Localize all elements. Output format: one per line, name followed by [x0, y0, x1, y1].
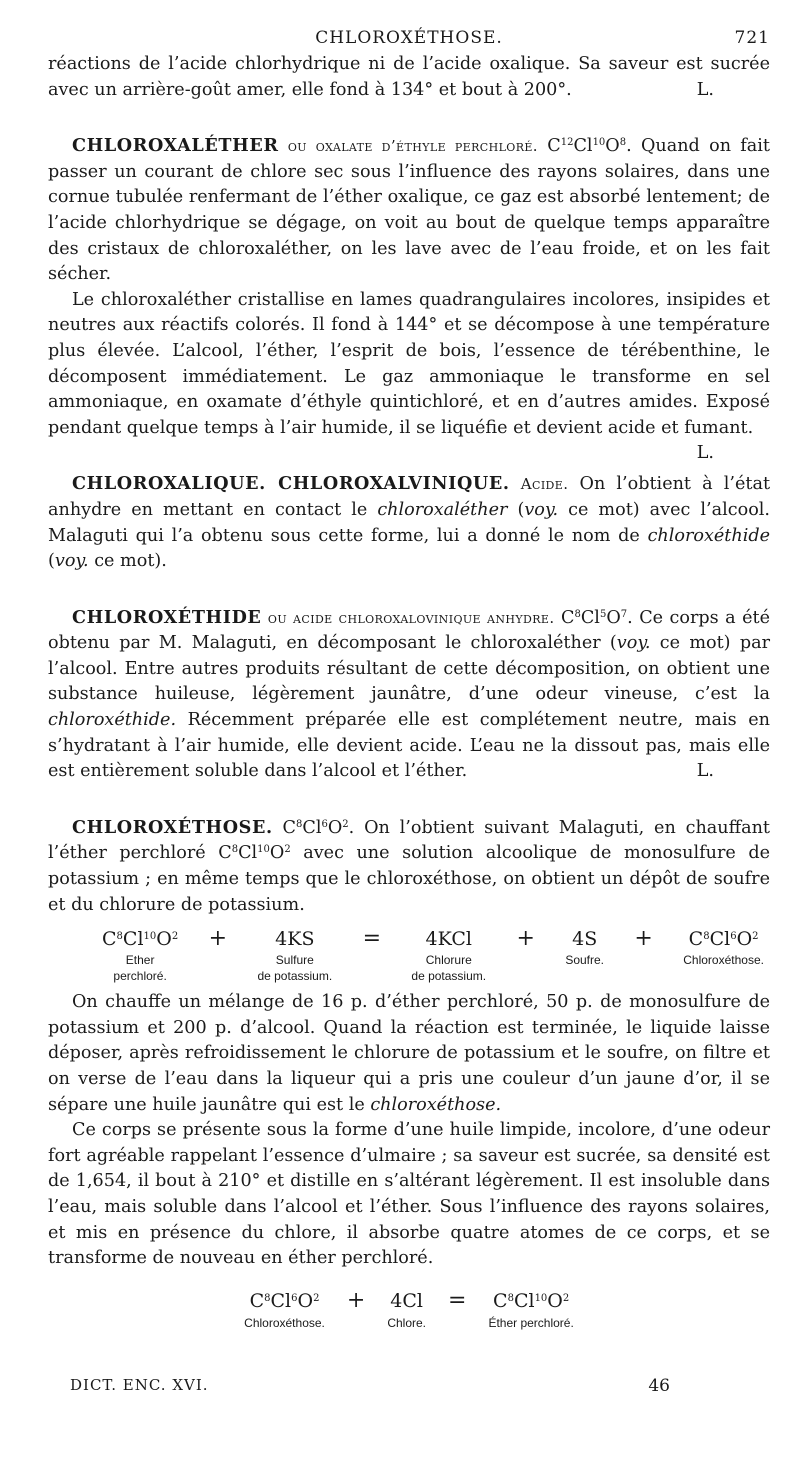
equation-term: 4Cl Chlore. [387, 1289, 426, 1330]
equation-term: $C^8Cl^{10}O^2$ Ether perchloré. [102, 928, 179, 984]
equation-operator: + [208, 926, 228, 952]
equation-term: $C^8Cl^6O^2$ Chloroxéthose. [683, 928, 764, 968]
running-title: CHLOROXÉTHOSE. [315, 28, 503, 48]
entry-paragraph: Ce corps se présente sous la forme d’une huile limpide, incolore, d’une odeur fort agréable rappelant l’essence d’ulmaire ; sa saveur est sucrée, sa densité est de 1,654, il bout à 210° et distille en s’altérant légèrement. Il est insoluble dans l’eau, mais soluble dans l’alcool et l’éther. Sous l’influence des rayons solaires, et mis en présence du chlore, il absorbe quatre atomes de ce corps, et se transforme de nouveau en éther perchloré. [48, 1120, 770, 1269]
entry-paragraph: CHLOROXALIQUE. CHLOROXALVINIQUE. Acide. On l’obtient à l’état anhydre en mettant en contact le chloroxaléther (voy. ce mot) avec l’alcool. Malaguti qui l’a obtenu sous cette forme, lui a donné le nom de chloroxéthide (voy. ce mot). [48, 473, 771, 572]
entry-chloroxalique [48, 471, 770, 574]
entry-alt-name: ou acide chloroxalovinique anhydre. [267, 608, 555, 627]
equation-operator: + [634, 926, 653, 952]
entry-chloroxalether [48, 133, 770, 464]
equation-term: 4S Soufre. [565, 928, 605, 968]
entry-headword: CHLOROXALÉTHER [72, 135, 279, 157]
equation-term: $C^8Cl^{10}O^2$ Éther perchloré. [488, 1289, 574, 1330]
entry-chloroxethide [48, 605, 770, 785]
entry-paragraph: CHLOROXÉTHIDE ou acide chloroxalovinique anhydre. $C^8Cl^5O^7$. Ce corps a été obtenu par M. Malaguti, en décomposant le chloroxaléther (voy. ce mot) par l’alcool. Entre autres produits résultant de cette décomposition, on obtient une substance huileuse, légèrement jaunâtre, d’une odeur vineuse, c’est la chloroxéthide. Récemment préparée elle est complétement neutre, mais en s’hydratant à l’air humide, elle devient acide. L’eau ne la dissout pas, mais elle est entièrement soluble dans l’alcool et l’éther. L. [48, 605, 770, 785]
entry-paragraph: CHLOROXÉTHOSE. $C^8Cl^6O^2$. On l’obtient suivant Malaguti, en chauffant l’éther perchloré $C^8Cl^{10}O^2$ avec une solution alcoolique de monosulfure de potassium ; en même temps que le chloroxéthose, on obtient un dépôt de soufre et du chlorure de potassium. [48, 816, 770, 915]
entry-text: Le chloroxaléther cristallise en lames quadrangulaires incolores, insipides et neutres aux réactifs colorés. Il fond à 144° et se décompose à une température plus élevée. L’alcool, l’éther, l’esprit de bois, l’essence de térébenthine, le décomposent immédiatement. Le gaz ammoniaque le transforme en sel ammoniaque, en oxamate d’éthyle quintichloré, et en d’autres amides. Exposé pendant quelque temps à l’air humide, il se liquéfie et devient acide et fumant. [48, 289, 770, 438]
page-footer [70, 1376, 670, 1400]
author-signature: L. [696, 443, 714, 464]
entry-headword: CHLOROXÉTHOSE. [72, 816, 273, 838]
chemical-formula: $C^8Cl^5O^7$ [561, 607, 628, 628]
equation-term: $C^8Cl^6O^2$ Chloroxéthose. [244, 1289, 325, 1330]
emphasis: chloroxéthose. [370, 1094, 502, 1115]
equation-operator: = [362, 926, 381, 952]
cross-reference: chloroxaléther [377, 499, 508, 520]
chemical-equation [48, 1288, 770, 1332]
signature-mark: DICT. ENC. XVI. [70, 1376, 209, 1394]
equation-term: 4KS Sulfure de potassium. [257, 928, 333, 984]
sheet-number: 46 [648, 1376, 670, 1396]
cross-reference: chloroxéthide. [48, 710, 177, 731]
intro-paragraph [48, 52, 770, 103]
equation-term: 4KCl Chlorure de potassium. [411, 928, 487, 984]
entry-alt-name: ou oxalate d’éthyle perchloré. [287, 137, 538, 156]
entry-text: Quand on fait passer un courant de chlore sec sous l’influence des rayons solaires, dans une cornue tubulée renfermant de l’éther oxalique, ce gaz est absorbé lentement; de l’acide chlorhydrique se dégage, on voit au bout de quelque temps apparaître des cristaux de chloroxaléther, on les lave avec de l’eau froide, et on les fait sécher. [48, 136, 770, 285]
chemical-formula: $C^{12}Cl^{10}O^8$ [547, 136, 627, 157]
intro-text: réactions de l’acide chlorhydrique ni de l’acide oxalique. Sa saveur est sucrée avec un arrière-goût amer, elle fond à 134° et bout à 200°. [48, 54, 770, 100]
author-signature: L. [696, 79, 714, 100]
entry-chloroxethose [48, 815, 770, 1332]
entry-paragraph: CHLOROXALÉTHER ou oxalate d’éthyle perchloré. $C^{12}Cl^{10}O^8$. Quand on fait passer un courant de chlore sec sous l’influence des rayons solaires, dans une cornue tubulée renfermant de l’éther oxalique, ce gaz est absorbé lentement; de l’acide chlorhydrique se dégage, on voit au bout de quelque temps apparaître des cristaux de chloroxaléther, on les lave avec de l’eau froide, et on les fait sécher. [48, 135, 770, 285]
equation-operator: + [516, 926, 535, 952]
entry-alt-name: Acide. [520, 475, 569, 494]
author-signature: L. [696, 761, 714, 782]
entry-paragraph: On chauffe un mélange de 16 p. d’éther perchloré, 50 p. de monosulfure de potassium et 200 p. d’alcool. Quand la réaction est terminée, le liquide laisse déposer, après refroidissement le chlorure de potassium et le soufre, on filtre et on verse de l’eau dans la liqueur qui a pris une couleur d’un jaune d’or, il se sépare une huile jaunâtre qui est le chloroxéthose. [48, 992, 770, 1115]
running-head [48, 28, 770, 52]
equation-operator: + [346, 1287, 366, 1313]
entry-paragraph [48, 288, 770, 464]
entry-headword: CHLOROXALIQUE. CHLOROXALVINIQUE. [72, 473, 510, 495]
equation-operator: = [448, 1287, 467, 1313]
chemical-formula: $C^8Cl^6O^2$ [282, 817, 349, 838]
cross-reference: chloroxéthide [647, 525, 771, 546]
page-number: 721 [734, 28, 770, 48]
page [48, 28, 770, 1332]
chemical-equation [48, 926, 770, 984]
entry-headword: CHLOROXÉTHIDE [72, 606, 262, 628]
